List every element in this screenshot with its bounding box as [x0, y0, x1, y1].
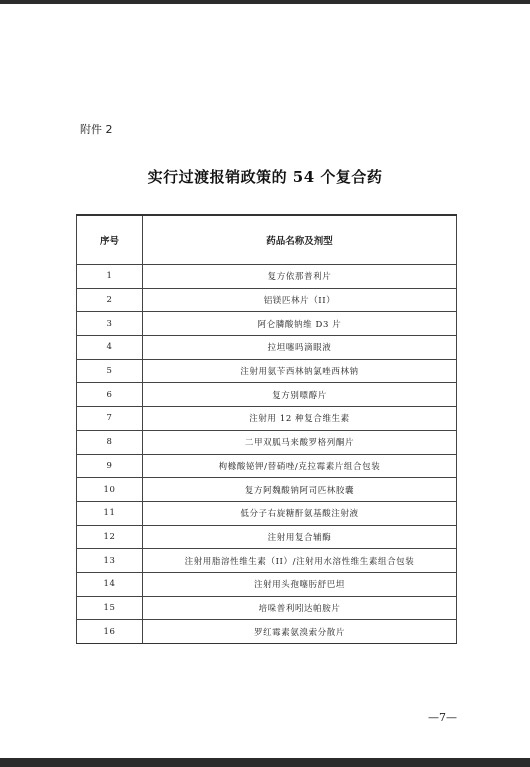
drug-name: 拉坦噻吗滴眼液: [143, 336, 457, 360]
row-number: 16: [77, 620, 143, 644]
drug-name: 注射用头孢噻肟舒巴坦: [143, 572, 457, 596]
table-header-row: [77, 215, 457, 265]
table-row: [77, 265, 457, 289]
row-number: 6: [77, 383, 143, 407]
drug-name: 注射用复合辅酶: [143, 525, 457, 549]
table-row: [77, 383, 457, 407]
document-page: [0, 4, 530, 758]
attachment-label: 附件 2: [80, 123, 113, 136]
drug-name: 培哚普利吲达帕胺片: [143, 596, 457, 620]
table-row: [77, 525, 457, 549]
row-number: 10: [77, 478, 143, 502]
row-number: 15: [77, 596, 143, 620]
drug-name: 罗红霉素氨溴索分散片: [143, 620, 457, 644]
header-drug-name: 药品名称及剂型: [143, 215, 457, 265]
table-row: [77, 312, 457, 336]
drug-name: 铝镁匹林片（II）: [143, 288, 457, 312]
table-row: [77, 478, 457, 502]
row-number: 2: [77, 288, 143, 312]
table-row: [77, 596, 457, 620]
drug-name: 阿仑膦酸钠维 D3 片: [143, 312, 457, 336]
table-row: [77, 501, 457, 525]
drug-name: 低分子右旋糖酐氨基酸注射液: [143, 501, 457, 525]
row-number: 8: [77, 430, 143, 454]
table-row: [77, 572, 457, 596]
drug-name: 枸橼酸铋钾/替硝唑/克拉霉素片组合包装: [143, 454, 457, 478]
row-number: 1: [77, 265, 143, 289]
row-number: 13: [77, 549, 143, 573]
document-title: 实行过渡报销政策的 54 个复合药: [147, 168, 383, 186]
table-row: [77, 549, 457, 573]
table-row: [77, 336, 457, 360]
row-number: 3: [77, 312, 143, 336]
drug-name: 注射用 12 种复合维生素: [143, 407, 457, 431]
header-serial-number: 序号: [77, 215, 143, 265]
drug-name: 复方阿魏酸钠阿司匹林胶囊: [143, 478, 457, 502]
drug-name: 复方别嘌醇片: [143, 383, 457, 407]
row-number: 14: [77, 572, 143, 596]
drug-table: [76, 214, 457, 644]
drug-name: 二甲双胍马来酸罗格列酮片: [143, 430, 457, 454]
table-row: [77, 407, 457, 431]
row-number: 9: [77, 454, 143, 478]
row-number: 12: [77, 525, 143, 549]
table-row: [77, 288, 457, 312]
row-number: 4: [77, 336, 143, 360]
table-row: [77, 359, 457, 383]
table-row: [77, 430, 457, 454]
row-number: 7: [77, 407, 143, 431]
row-number: 11: [77, 501, 143, 525]
row-number: 5: [77, 359, 143, 383]
drug-name: 注射用氨苄西林钠氯唑西林钠: [143, 359, 457, 383]
page-number: —7—: [428, 711, 457, 724]
table-row: [77, 620, 457, 644]
drug-name: 注射用脂溶性维生素（II）/注射用水溶性维生素组合包装: [143, 549, 457, 573]
table-row: [77, 454, 457, 478]
drug-name: 复方依那普利片: [143, 265, 457, 289]
